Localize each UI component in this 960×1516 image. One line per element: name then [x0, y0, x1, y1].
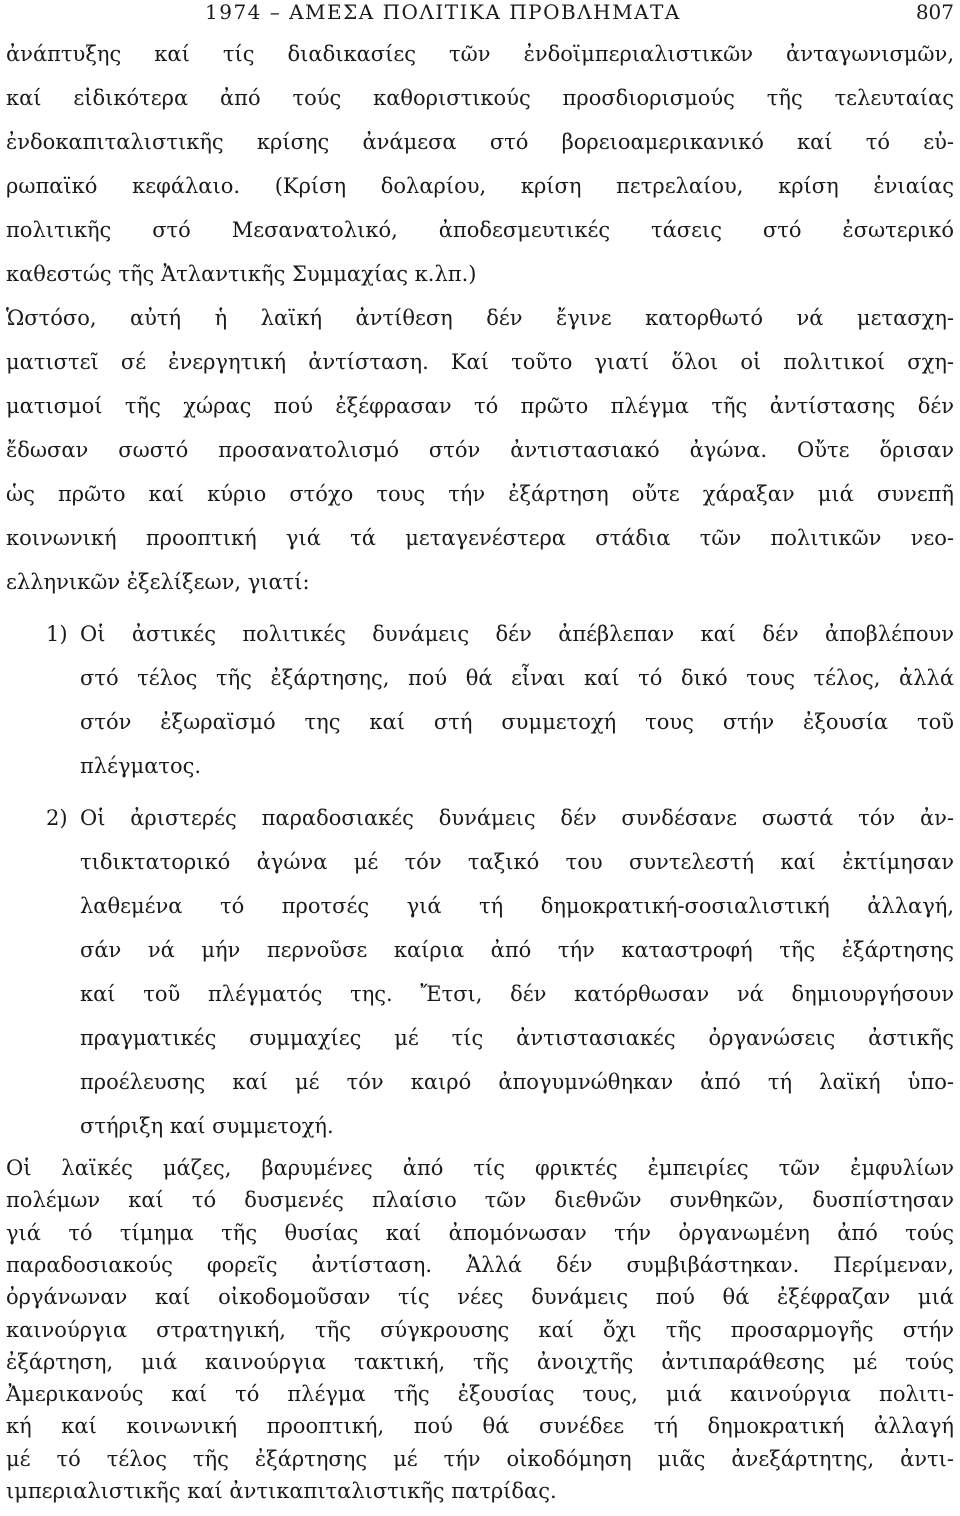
text-line: Ἀμερικανούς καί τό πλέγμα τῆς ἐξουσίας τους, μιά καινούργια πολιτι- — [6, 1382, 954, 1407]
text-line: πολέμων καί τό δυσμενές πλαίσιο τῶν διεθνῶν συνθηκῶν, δυσπίστησαν — [6, 1188, 954, 1213]
text-line: ματισμοί τῆς χώρας πού ἐξέφρασαν τό πρῶτο πλέγμα τῆς ἀντίστασης δέν — [6, 394, 954, 418]
text-line: ἐνδοκαπιταλιστικῆς κρίσης ἀνάμεσα στό βορειοαμερικανικό καί τό εὐ- — [6, 130, 954, 154]
list-item-line: πλέγματος. — [80, 754, 202, 778]
text-line: πολιτικῆς στό Μεσανατολικό, ἀποδεσμευτικές τάσεις στό ἐσωτερικό — [6, 218, 954, 242]
text-line: μέ τό τέλος τῆς ἐξάρτησης μέ τήν οἰκοδόμηση μιᾶς ἀνεξάρτητης, ἀντι- — [6, 1446, 954, 1471]
list-item-line: στό τέλος τῆς ἐξάρτησης, πού θά εἶναι καί τό δικό τους τέλος, ἀλλά — [80, 666, 954, 690]
text-line: ἀνάπτυξης καί τίς διαδικασίες τῶν ἐνδοϊμπεριαλιστικῶν ἀνταγωνισμῶν, — [6, 42, 954, 66]
text-line: ἔδωσαν σωστό προσανατολισμό στόν ἀντιστασιακό ἀγώνα. Οὔτε ὅρισαν — [6, 438, 954, 462]
text-line: Οἱ λαϊκές μάζες, βαρυμένες ἀπό τίς φρικτές ἐμπειρίες τῶν ἐμφυλίων — [6, 1156, 954, 1180]
list-item-line: Οἱ ἀστικές πολιτικές δυνάμεις δέν ἀπέβλεπαν καί δέν ἀποβλέπουν — [80, 622, 954, 646]
text-line: ματιστεῖ σέ ἐνεργητική ἀντίσταση. Καί τοῦτο γιατί ὅλοι οἱ πολιτικοί σχη- — [6, 350, 954, 374]
text-line: ὡς πρῶτο καί κύριο στόχο τους τήν ἐξάρτηση οὔτε χάραξαν μιά συνεπῆ — [6, 482, 954, 506]
running-head-title: 1974 – ΑΜΕΣΑ ΠΟΛΙΤΙΚΑ ΠΡΟΒΛΗΜΑΤΑ — [205, 0, 681, 24]
text-line: Ὡστόσο, αὐτή ἡ λαϊκή ἀντίθεση δέν ἔγινε κατορθωτό νά μετασχη- — [6, 306, 954, 330]
text-line: ελληνικῶν ἐξελίξεων, γιατί: — [6, 570, 310, 594]
list-item-number: 2) — [46, 806, 68, 830]
list-item-line: προέλευσης καί μέ τόν καιρό ἀπογυμνώθηκαν ἀπό τή λαϊκή ὑπο- — [80, 1070, 954, 1094]
list-item-line: τιδικτατορικό ἀγώνα μέ τόν ταξικό του συντελεστή καί ἐκτίμησαν — [80, 850, 954, 874]
text-line: κοινωνική προοπτική γιά τά μεταγενέστερα στάδια τῶν πολιτικῶν νεο- — [6, 526, 954, 550]
text-line: καθεστώς τῆς Ἀτλαντικῆς Συμμαχίας κ.λπ.) — [6, 262, 477, 286]
list-item-line: πραγματικές συμμαχίες μέ τίς ἀντιστασιακές ὀργανώσεις ἀστικῆς — [80, 1026, 954, 1050]
text-line: κή καί κοινωνική προοπτική, πού θά συνέδεε τή δημοκρατική ἀλλαγή — [6, 1414, 954, 1439]
text-line: γιά τό τίμημα τῆς θυσίας καί ἀπομόνωσαν τήν ὀργανωμένη ἀπό τούς — [6, 1220, 954, 1245]
list-item-line: στόν ἐξωραϊσμό της καί στή συμμετοχή τους στήν ἐξουσία τοῦ — [80, 710, 954, 734]
text-line: ρωπαϊκό κεφάλαιο. (Κρίση δολαρίου, κρίση πετρελαίου, κρίση ἑνιαίας — [6, 174, 954, 198]
text-line: ιμπεριαλιστικῆς καί ἀντικαπιταλιστικῆς πατρίδας. — [6, 1479, 557, 1503]
list-item-number: 1) — [46, 622, 68, 646]
text-line: παραδοσιακούς φορεῖς ἀντίσταση. Ἀλλά δέν συμβιβάστηκαν. Περίμεναν, — [6, 1252, 954, 1277]
list-item-line: σάν νά μήν περνοῦσε καίρια ἀπό τήν καταστροφή τῆς ἐξάρτησης — [80, 938, 954, 962]
text-line: καινούργια στρατηγική, τῆς σύγκρουσης καί ὄχι τῆς προσαρμογῆς στήν — [6, 1317, 954, 1342]
running-head — [0, 0, 960, 28]
page-number: 807 — [915, 0, 954, 24]
text-line: ὀργάνωναν καί οἰκοδομοῦσαν τίς νέες δυνάμεις πού θά ἐξέφραζαν μιά — [6, 1285, 954, 1310]
list-item-line: λαθεμένα τό προτσές γιά τή δημοκρατική-σοσιαλιστική ἀλλαγή, — [80, 894, 954, 918]
list-item-line: στήριξη καί συμμετοχή. — [80, 1114, 334, 1138]
list-item-line: καί τοῦ πλέγματός της. Ἔτσι, δέν κατόρθωσαν νά δημιουργήσουν — [80, 982, 954, 1006]
list-item-line: Οἱ ἀριστερές παραδοσιακές δυνάμεις δέν συνδέσανε σωστά τόν ἀν- — [80, 806, 954, 830]
text-line: ἐξάρτηση, μιά καινούργια τακτική, τῆς ἀνοιχτῆς ἀντιπαράθεσης μέ τούς — [6, 1349, 954, 1374]
text-line: καί εἰδικότερα ἀπό τούς καθοριστικούς προσδιορισμούς τῆς τελευταίας — [6, 86, 954, 110]
